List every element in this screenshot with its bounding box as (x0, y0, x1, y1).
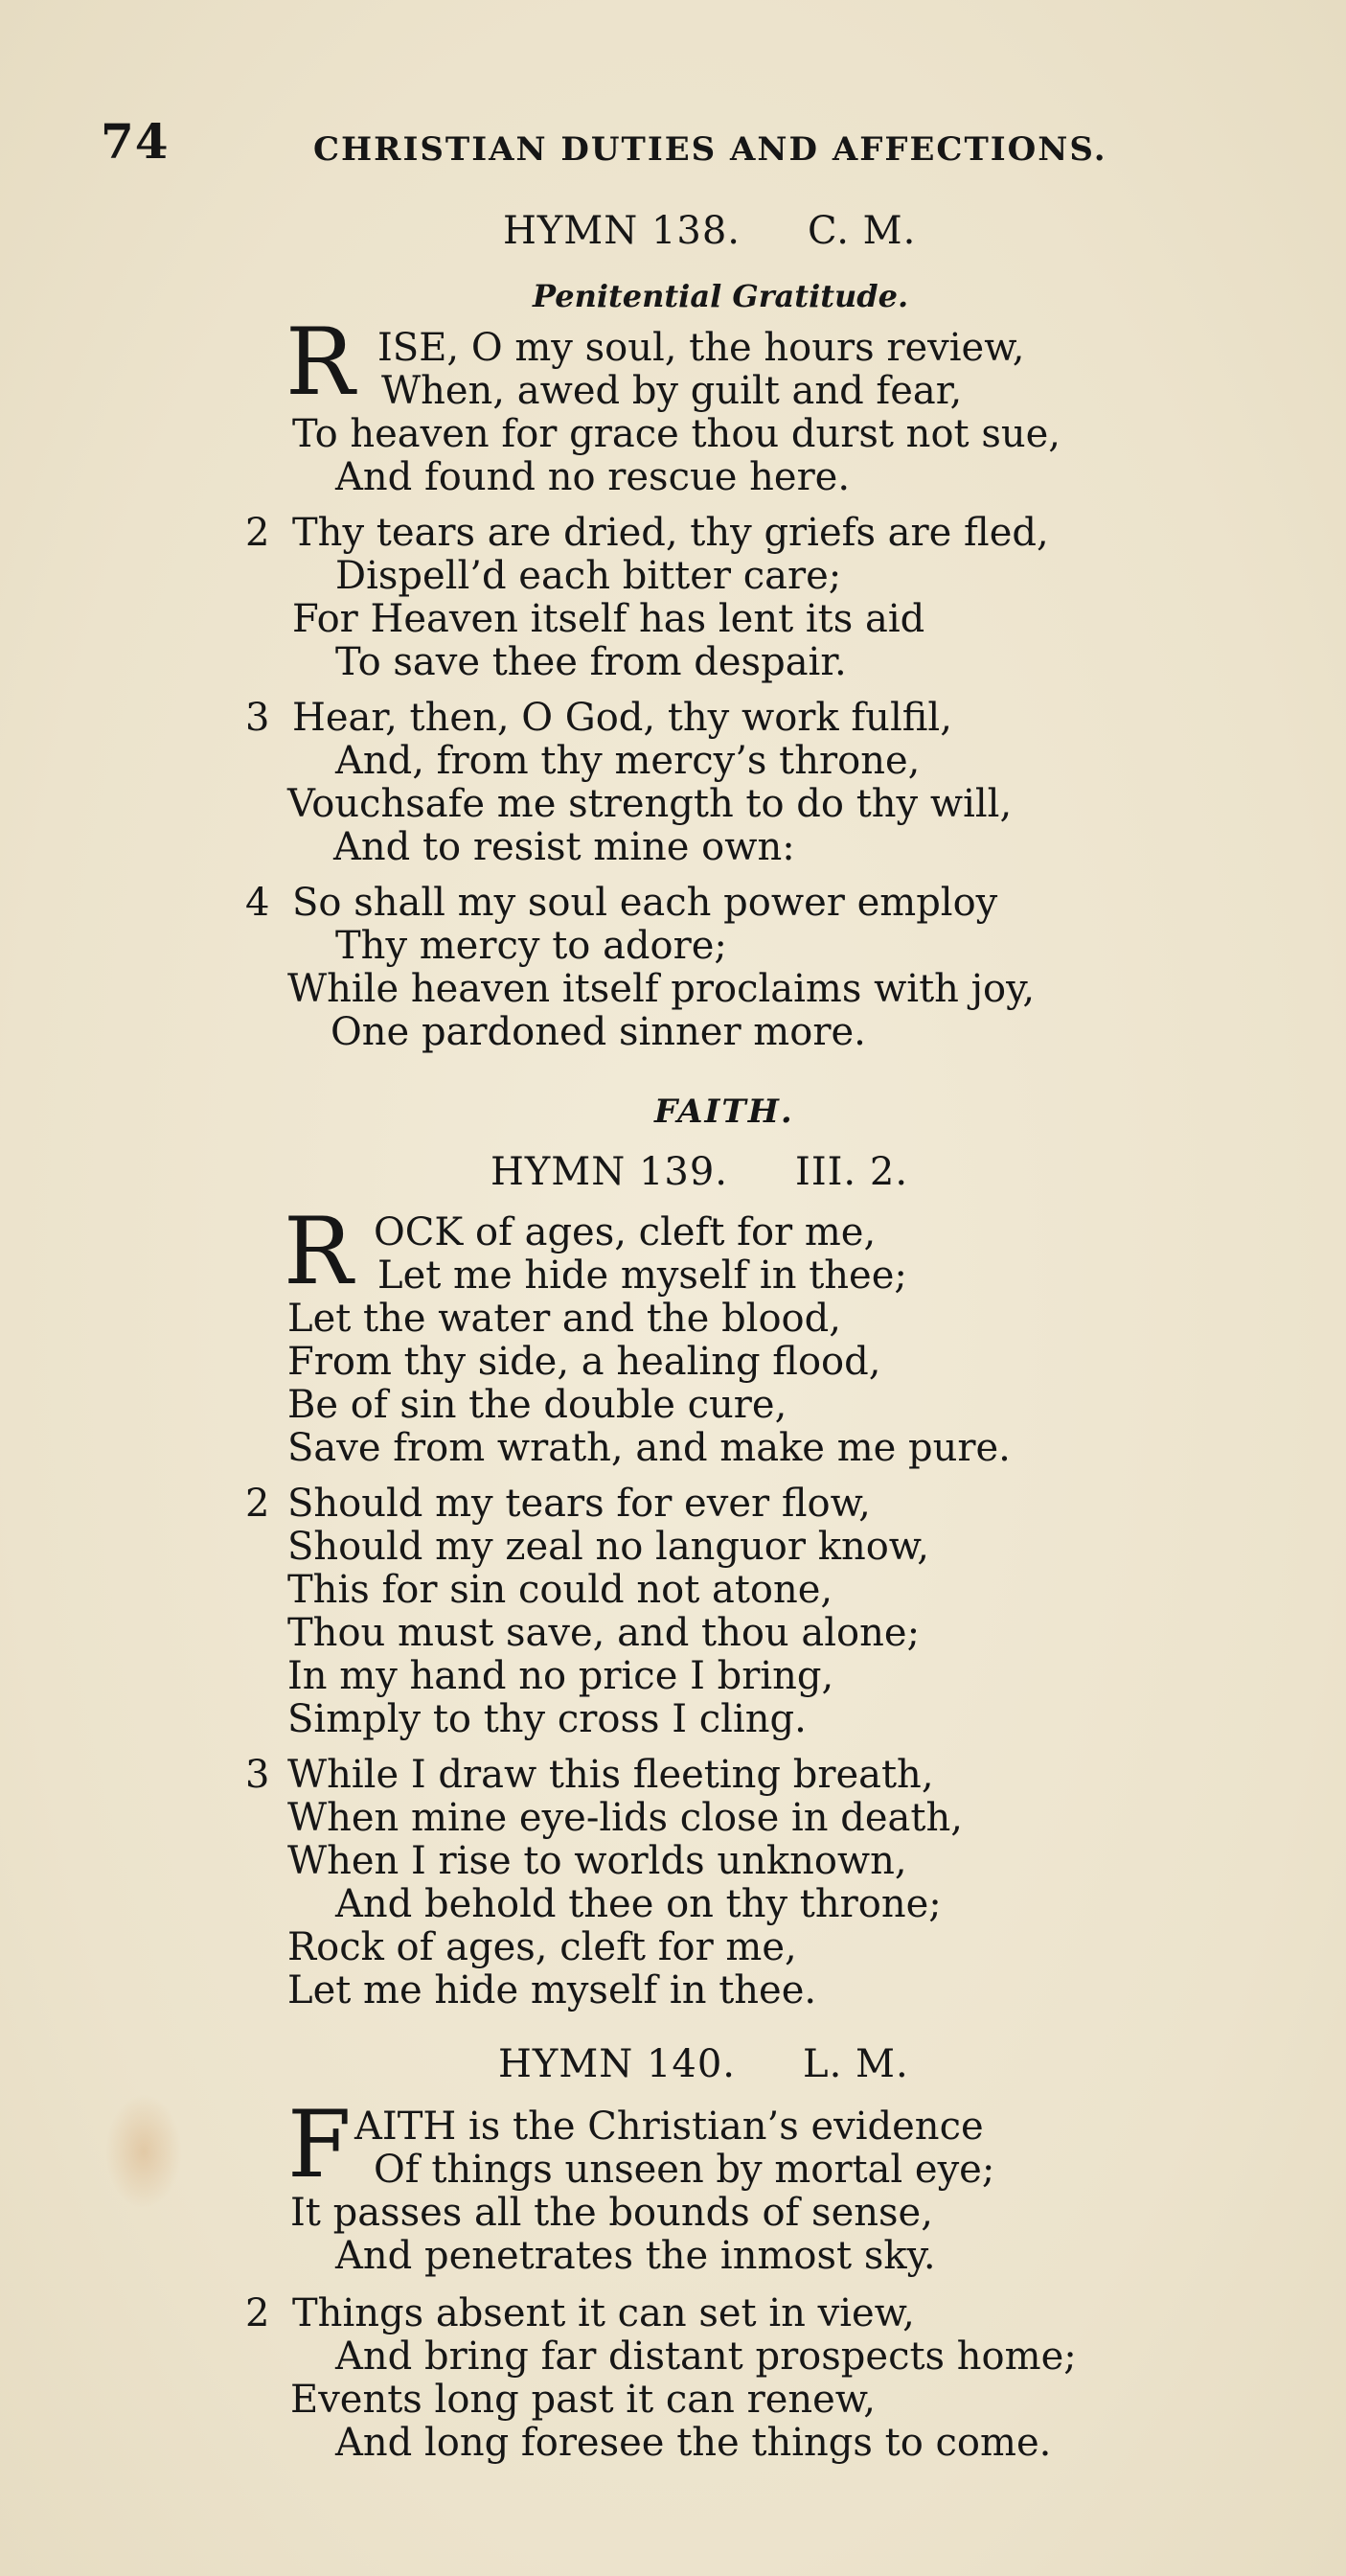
hymn-138-v4-line2: Thy mercy to adore; (335, 924, 727, 968)
hymn-139-v2-line5: In my hand no price I bring, (287, 1654, 834, 1698)
hymn-139-heading (490, 1150, 908, 1194)
hymn-140-v2-line3: Events long past it can renew, (290, 2378, 877, 2422)
hymn-140-heading (498, 2042, 909, 2086)
hymn-138-v1-line1: ISE, O my soul, the hours review, (377, 326, 1025, 370)
hymn-138-heading (503, 209, 916, 253)
hymn-139-v1-line5: Be of sin the double cure, (287, 1383, 787, 1427)
hymn-138-v1-line3: To heaven for grace thou durst not sue, (292, 412, 1061, 456)
hymn-140-v2-line2: And bring far distant prospects home; (335, 2334, 1077, 2379)
hymn-139-v3-line1: While I draw this fleeting breath, (287, 1753, 934, 1797)
hymn-138-v4-line4: One pardoned sinner more. (331, 1010, 866, 1054)
hymn-139-dropcap: R (284, 1198, 354, 1305)
hymn-138-v2-line2: Dispell’d each bitter care; (335, 554, 842, 598)
hymn-139-v2-line3: This for sin could not atone, (287, 1568, 833, 1612)
hymn-138-v2-line3: For Heaven itself has lent its aid (292, 597, 925, 641)
hymn-138-v2-line4: To save thee from despair. (335, 640, 847, 684)
hymn-138-v2-line1: Thy tears are dried, thy griefs are fled, (292, 511, 1049, 555)
hymn-138-v2-number: 2 (245, 511, 270, 555)
hymn-140-v2-line1: Things absent it can set in view, (292, 2291, 915, 2335)
hymn-140-v1-line4: And penetrates the inmost sky. (335, 2234, 936, 2278)
hymn-139-v3-line2: When mine eye-lids close in death, (287, 1796, 963, 1840)
hymn-138-v3-line3: Vouchsafe me strength to do thy will, (287, 782, 1013, 826)
hymn-139-number: HYMN 139. (490, 1150, 729, 1194)
section-title-faith: FAITH. (654, 1092, 794, 1131)
hymn-138-dropcap: R (285, 309, 355, 416)
hymn-138-number: HYMN 138. (503, 209, 741, 253)
hymn-140-v2-number: 2 (245, 2291, 270, 2335)
hymn-139-v2-line6: Simply to thy cross I cling. (287, 1697, 807, 1741)
hymn-139-v1-line6: Save from wrath, and make me pure. (287, 1426, 1011, 1470)
hymn-138-v3-line1: Hear, then, O God, thy work fulfil, (292, 696, 952, 740)
hymn-139-v1-line3: Let the water and the blood, (287, 1297, 841, 1341)
hymn-139-v3-line4: And behold thee on thy throne; (335, 1882, 942, 1926)
hymn-140-v1-line1: AITH is the Christian’s evidence (354, 2104, 984, 2149)
hymn-139-v1-line2: Let me hide myself in thee; (377, 1254, 907, 1298)
hymn-138-v3-number: 3 (245, 696, 270, 740)
hymn-138-meter: C. M. (808, 209, 917, 253)
hymn-139-meter: III. 2. (795, 1150, 909, 1194)
hymn-138-v3-line2: And, from thy mercy’s throne, (335, 739, 921, 783)
hymn-139-v3-line5: Rock of ages, cleft for me, (287, 1925, 797, 1969)
hymn-138-v4-line3: While heaven itself proclaims with joy, (287, 967, 1036, 1011)
hymn-138-v4-number: 4 (245, 881, 270, 925)
paper-stain (105, 2094, 182, 2209)
hymn-140-v2-line4: And long foresee the things to come. (335, 2421, 1052, 2465)
page-number: 74 (101, 113, 170, 170)
hymn-140-dropcap: F (287, 2091, 352, 2198)
hymn-139-v1-line4: From thy side, a healing flood, (287, 1340, 881, 1384)
hymn-139-v3-number: 3 (245, 1753, 270, 1797)
hymn-138-v1-line4: And found no rescue here. (335, 455, 851, 499)
hymn-139-v1-line1: OCK of ages, cleft for me, (374, 1210, 877, 1254)
hymn-140-meter: L. M. (803, 2042, 909, 2086)
hymn-140-v1-line3: It passes all the bounds of sense, (290, 2191, 933, 2235)
hymn-139-v3-line3: When I rise to worlds unknown, (287, 1839, 907, 1883)
hymn-138-v1-line2: When, awed by guilt and fear, (381, 369, 963, 413)
hymn-138-subtitle: Penitential Gratitude. (533, 278, 909, 314)
hymn-140-v1-line2: Of things unseen by mortal eye; (374, 2148, 995, 2192)
hymn-139-v2-number: 2 (245, 1482, 270, 1526)
hymn-138-v4-line1: So shall my soul each power employ (292, 881, 998, 925)
hymn-140-number: HYMN 140. (498, 2042, 737, 2086)
hymn-138-v3-line4: And to resist mine own: (333, 825, 795, 869)
running-head: CHRISTIAN DUTIES AND AFFECTIONS. (313, 130, 1107, 169)
hymn-139-v2-line4: Thou must save, and thou alone; (287, 1611, 921, 1655)
page-header (101, 113, 1154, 171)
hymn-139-v2-line2: Should my zeal no languor know, (287, 1525, 929, 1569)
hymn-139-v2-line1: Should my tears for ever flow, (287, 1482, 871, 1526)
hymn-139-v3-line6: Let me hide myself in thee. (287, 1968, 817, 2012)
